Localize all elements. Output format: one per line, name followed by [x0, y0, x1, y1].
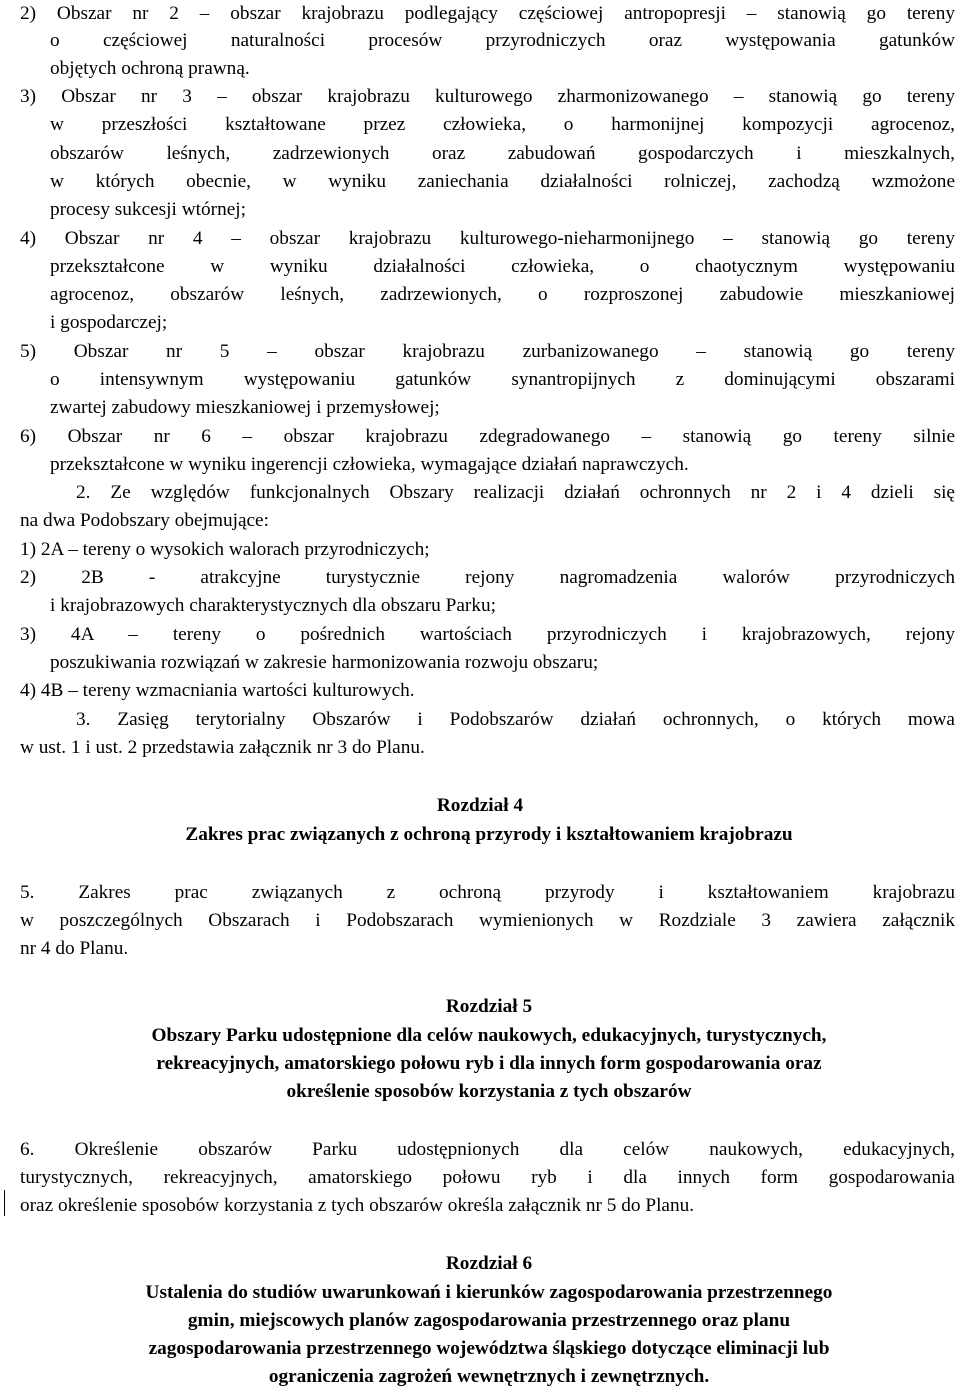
text-line: poszukiwania rozwiązań w zakresie harmonizowania rozwoju obszaru;	[50, 652, 599, 673]
text-line: 2) Obszar nr 2 – obszar krajobrazu podlegający częściowej antropopresji – stanowią go tereny	[20, 3, 955, 24]
text-line: przekształcone w wyniku ingerencji człowieka, wymagające działań naprawczych.	[50, 454, 689, 475]
text-line: obszarów leśnych, zadrzewionych oraz zabudowań gospodarczych i mieszkalnych,	[50, 143, 955, 164]
heading-line: zagospodarowania przestrzennego województwa śląskiego dotyczące eliminacji lub	[148, 1338, 830, 1359]
heading-line: Obszary Parku udostępnione dla celów naukowych, edukacyjnych, turystycznych,	[151, 1025, 827, 1046]
text-line: 2) 2B - atrakcyjne turystycznie rejony nagromadzenia walorów przyrodniczych	[20, 567, 955, 588]
heading-line: gmin, miejscowych planów zagospodarowania przestrzennego oraz planu	[187, 1310, 791, 1331]
text-line: w przeszłości kształtowane przez człowieka, o harmonijnej kompozycji agrocenoz,	[50, 114, 955, 135]
text-line: procesy sukcesji wtórnej;	[50, 199, 246, 220]
text-line: na dwa Podobszary obejmujące:	[20, 510, 269, 531]
text-line: o częściowej naturalności procesów przyrodniczych oraz występowania gatunków	[50, 30, 955, 51]
text-line: i krajobrazowych charakterystycznych dla obszaru Parku;	[50, 595, 496, 616]
revision-bar	[4, 1190, 5, 1216]
heading-line: Rozdział 6	[445, 1253, 533, 1274]
text-line: turystycznych, rekreacyjnych, amatorskiego połowu ryb i dla innych form gospodarowania	[20, 1167, 955, 1188]
heading-line: Rozdział 5	[445, 996, 533, 1017]
text-line: 3. Zasięg terytorialny Obszarów i Podobszarów działań ochronnych, o których mowa	[76, 709, 955, 730]
text-line: 1) 2A – tereny o wysokich walorach przyrodniczych;	[20, 539, 430, 560]
text-line: 2. Ze względów funkcjonalnych Obszary realizacji działań ochronnych nr 2 i 4 dzieli się	[76, 482, 955, 503]
heading-line: rekreacyjnych, amatorskiego połowu ryb i dla innych form gospodarowania oraz	[156, 1053, 822, 1074]
text-line: w poszczególnych Obszarach i Podobszarach wymienionych w Rozdziale 3 zawiera załącznik	[20, 910, 955, 931]
text-line: w których obecnie, w wyniku zaniechania działalności rolniczej, zachodzą wzmożone	[50, 171, 955, 192]
heading-line: Rozdział 4	[436, 795, 524, 816]
text-line: zwartej zabudowy mieszkaniowej i przemysłowej;	[50, 397, 440, 418]
text-line: 3) Obszar nr 3 – obszar krajobrazu kulturowego zharmonizowanego – stanowią go tereny	[20, 86, 955, 107]
text-line: przekształcone w wyniku działalności człowieka, o chaotycznym występowaniu	[50, 256, 955, 277]
text-line: w ust. 1 i ust. 2 przedstawia załącznik nr 3 do Planu.	[20, 737, 425, 758]
heading-line: określenie sposobów korzystania z tych obszarów	[286, 1081, 692, 1102]
text-line: 4) 4B – tereny wzmacniania wartości kulturowych.	[20, 680, 415, 701]
text-line: objętych ochroną prawną.	[50, 58, 250, 79]
text-line: nr 4 do Planu.	[20, 938, 129, 959]
heading-line: Ustalenia do studiów uwarunkowań i kierunków zagospodarowania przestrzennego	[145, 1282, 833, 1303]
text-line: 5) Obszar nr 5 – obszar krajobrazu zurbanizowanego – stanowią go tereny	[20, 341, 955, 362]
text-line: o intensywnym występowaniu gatunków synantropijnych z dominującymi obszarami	[50, 369, 955, 390]
text-line: 3) 4A – tereny o pośrednich wartościach przyrodniczych i krajobrazowych, rejony	[20, 624, 955, 645]
heading-line: Zakres prac związanych z ochroną przyrody i kształtowaniem krajobrazu	[185, 824, 793, 845]
text-line: 4) Obszar nr 4 – obszar krajobrazu kulturowego-nieharmonijnego – stanowią go tereny	[20, 228, 955, 249]
text-line: 5. Zakres prac związanych z ochroną przyrody i kształtowaniem krajobrazu	[20, 882, 955, 903]
text-line: 6. Określenie obszarów Parku udostępnionych dla celów naukowych, edukacyjnych,	[20, 1139, 955, 1160]
text-line: i gospodarczej;	[50, 312, 168, 333]
text-line: agrocenoz, obszarów leśnych, zadrzewionych, o rozproszonej zabudowie mieszkaniowej	[50, 284, 955, 305]
text-line: oraz określenie sposobów korzystania z tych obszarów określa załącznik nr 5 do Planu.	[20, 1195, 695, 1216]
text-line: 6) Obszar nr 6 – obszar krajobrazu zdegradowanego – stanowią go tereny silnie	[20, 426, 955, 447]
heading-line: ograniczenia zagrożeń wewnętrznych i zewnętrznych.	[268, 1366, 710, 1387]
